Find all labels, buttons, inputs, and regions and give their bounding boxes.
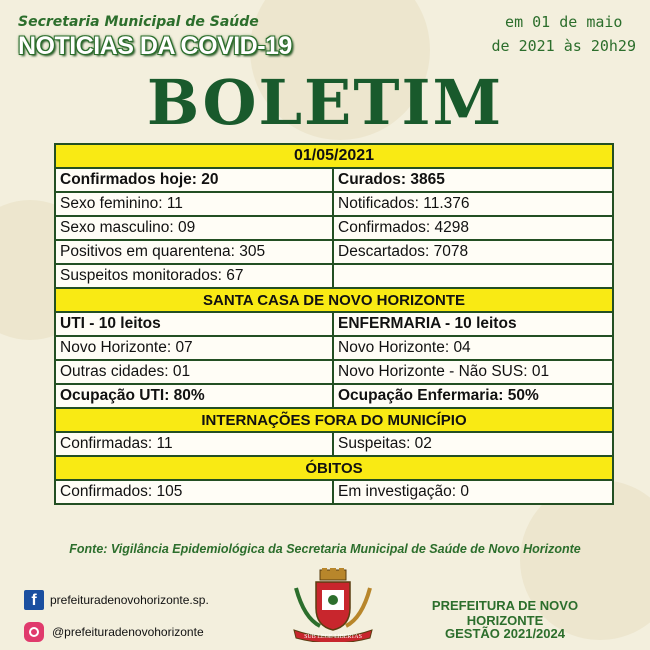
sexo-feminino-cell: Sexo feminino: 11 <box>55 192 333 216</box>
instagram-icon <box>24 622 44 642</box>
table-row <box>55 384 613 408</box>
bulletin-date: 01/05/2021 <box>55 144 613 168</box>
table-row <box>55 168 613 192</box>
facebook-icon: f <box>24 590 44 610</box>
secretaria-label: Secretaria Municipal de Saúde <box>18 14 259 30</box>
obitos-investigacao-cell: Em investigação: 0 <box>333 480 613 504</box>
header-date <box>492 10 637 58</box>
suspeitos-monitorados-cell: Suspeitos monitorados: 67 <box>55 264 333 288</box>
uti-novo-horizonte-cell: Novo Horizonte: 07 <box>55 336 333 360</box>
internacoes-header: INTERNAÇÕES FORA DO MUNICÍPIO <box>55 408 613 432</box>
table-row <box>55 312 613 336</box>
table-row <box>55 336 613 360</box>
table-row <box>55 144 613 168</box>
descartados-cell: Descartados: 7078 <box>333 240 613 264</box>
uti-cell: UTI - 10 leitos <box>55 312 333 336</box>
date-line-2: de 2021 às 20h29 <box>491 37 636 55</box>
ocupacao-uti-cell: Ocupação UTI: 80% <box>55 384 333 408</box>
obitos-header: ÓBITOS <box>55 456 613 480</box>
santa-casa-header: SANTA CASA DE NOVO HORIZONTE <box>55 288 613 312</box>
table-row <box>55 480 613 504</box>
obitos-confirmados-cell: Confirmados: 105 <box>55 480 333 504</box>
table-row <box>55 288 613 312</box>
crest-motto: SUB LEGE LIBERTAS <box>304 634 362 640</box>
confirmados-hoje-cell: Confirmados hoje: 20 <box>55 168 333 192</box>
table-row <box>55 264 613 288</box>
enf-novo-horizonte-cell: Novo Horizonte: 04 <box>333 336 613 360</box>
enf-nao-sus-cell: Novo Horizonte - Não SUS: 01 <box>333 360 613 384</box>
bulletin-table <box>54 143 614 505</box>
positivos-quarentena-cell: Positivos em quarentena: 305 <box>55 240 333 264</box>
table-row <box>55 240 613 264</box>
confirmados-cell: Confirmados: 4298 <box>333 216 613 240</box>
noticias-title: NOTICIAS DA COVID-19 <box>18 32 292 60</box>
instagram-link[interactable] <box>24 622 204 642</box>
sexo-masculino-cell: Sexo masculino: 09 <box>55 216 333 240</box>
date-line-1: em 01 de maio <box>505 13 623 31</box>
gestao-label: GESTÃO 2021/2024 <box>445 626 565 641</box>
table-row <box>55 456 613 480</box>
internacoes-confirmadas-cell: Confirmadas: 11 <box>55 432 333 456</box>
table-row <box>55 408 613 432</box>
table-row <box>55 216 613 240</box>
facebook-link[interactable] <box>24 590 209 610</box>
header-left <box>18 14 292 61</box>
uti-outras-cidades-cell: Outras cidades: 01 <box>55 360 333 384</box>
table-row <box>55 432 613 456</box>
table-row <box>55 192 613 216</box>
ocupacao-enfermaria-cell: Ocupação Enfermaria: 50% <box>333 384 613 408</box>
page-title: BOLETIM <box>146 66 504 139</box>
empty-cell <box>333 264 613 288</box>
curados-cell: Curados: 3865 <box>333 168 613 192</box>
facebook-handle: prefeituradenovohorizonte.sp. <box>50 593 209 607</box>
enfermaria-cell: ENFERMARIA - 10 leitos <box>333 312 613 336</box>
internacoes-suspeitas-cell: Suspeitas: 02 <box>333 432 613 456</box>
instagram-handle: @prefeituradenovohorizonte <box>52 625 204 639</box>
source-note: Fonte: Vigilância Epidemiológica da Secretaria Municipal de Saúde de Novo Horizonte <box>69 542 581 556</box>
prefeitura-name: PREFEITURA DE NOVO HORIZONTE <box>431 598 579 628</box>
notificados-cell: Notificados: 11.376 <box>333 192 613 216</box>
city-crest-icon <box>290 568 376 642</box>
table-row <box>55 360 613 384</box>
